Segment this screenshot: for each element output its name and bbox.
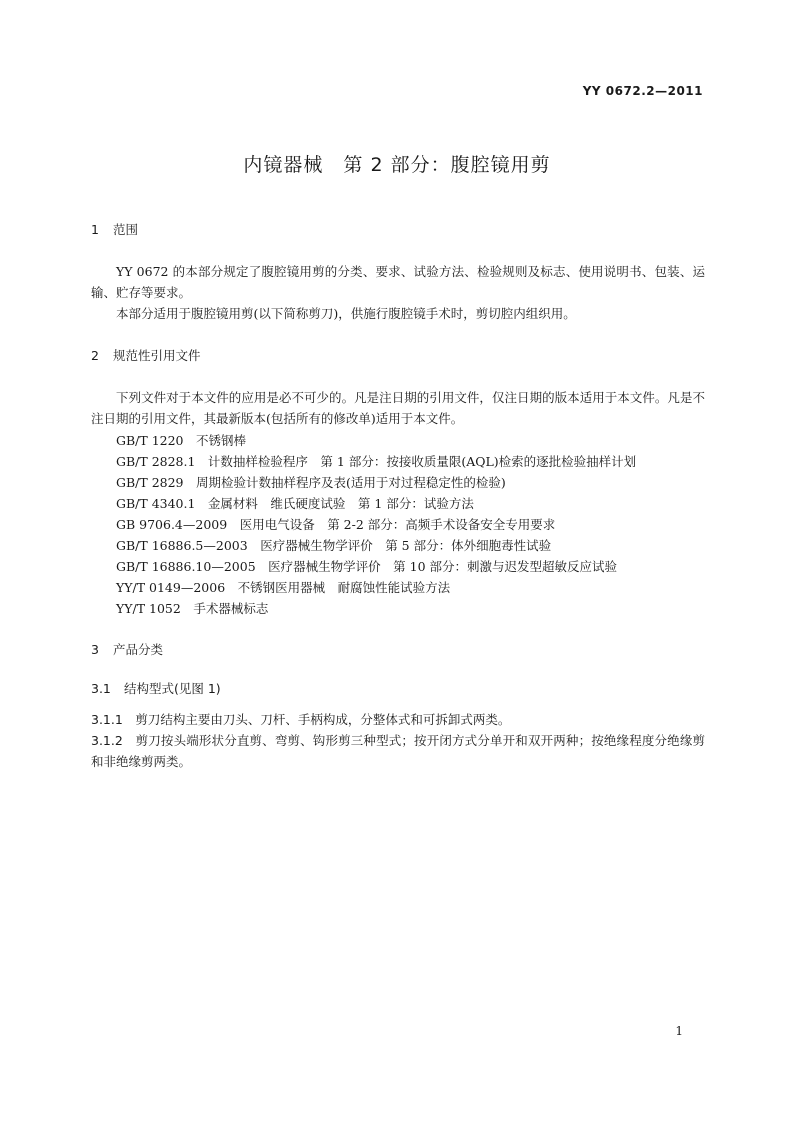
section-title: 范围 (113, 222, 139, 237)
section-3-heading (91, 640, 163, 658)
reference-item: GB/T 2828.1 计数抽样检验程序 第 1 部分：按接收质量限(AQL)检索的逐批检验抽样计划 (116, 454, 637, 469)
section-1-heading (91, 220, 138, 238)
section-number: 2 (91, 348, 99, 363)
reference-item: GB/T 16886.10—2005 医疗器械生物学评价 第 10 部分：刺激与迟发型超敏反应试验 (116, 559, 618, 574)
section-title: 产品分类 (113, 642, 164, 657)
reference-item: GB/T 4340.1 金属材料 维氏硬度试验 第 1 部分：试验方法 (116, 496, 474, 511)
clause-text: 剪刀按头端形状分直剪、弯剪、钩形剪三种型式；按开闭方式分单开和双开两种；按绝缘程度分绝缘剪和非绝缘剪两类。 (91, 733, 705, 769)
document-code: YY 0672.2—2011 (582, 84, 703, 98)
reference-item: GB 9706.4—2009 医用电气设备 第 2-2 部分：高频手术设备安全专用要求 (116, 517, 556, 532)
reference-item: GB/T 16886.5—2003 医疗器械生物学评价 第 5 部分：体外细胞毒性试验 (116, 538, 552, 553)
section-title: 规范性引用文件 (113, 348, 201, 363)
reference-item: GB/T 2829 周期检验计数抽样程序及表(适用于对过程稳定性的检验) (116, 475, 506, 490)
scope-paragraph-2: 本部分适用于腹腔镜用剪(以下简称剪刀)，供施行腹腔镜手术时，剪切腔内组织用。 (116, 306, 576, 321)
clause-3-1-1 (91, 709, 705, 730)
references-intro: 下列文件对于本文件的应用是必不可少的。凡是注日期的引用文件，仅注日期的版本适用于本文件。凡是不注日期的引用文件，其最新版本(包括所有的修改单)适用于本文件。 (91, 390, 705, 426)
scope-paragraph-1: YY 0672 的本部分规定了腹腔镜用剪的分类、要求、试验方法、检验规则及标志、使用说明书、包装、运输、贮存等要求。 (91, 264, 705, 300)
reference-item: YY/T 0149—2006 不锈钢医用器械 耐腐蚀性能试验方法 (116, 580, 451, 595)
page-number: 1 (675, 1024, 683, 1038)
subsection-title: 结构型式(见图 1) (124, 681, 221, 696)
subsection-number: 3.1 (91, 681, 111, 696)
clause-3-1-2 (91, 730, 705, 772)
document-title: 内镜器械 第 2 部分：腹腔镜用剪 (243, 154, 551, 176)
clause-number: 3.1.2 (91, 733, 123, 748)
section-2-heading (91, 346, 201, 364)
reference-item: GB/T 1220 不锈钢棒 (116, 433, 247, 448)
subsection-3-1-heading (91, 679, 221, 697)
section-number: 3 (91, 642, 99, 657)
section-number: 1 (91, 222, 99, 237)
clause-number: 3.1.1 (91, 712, 123, 727)
reference-item: YY/T 1052 手术器械标志 (116, 601, 269, 616)
clause-text: 剪刀结构主要由刀头、刀杆、手柄构成，分整体式和可拆卸式两类。 (135, 712, 511, 727)
